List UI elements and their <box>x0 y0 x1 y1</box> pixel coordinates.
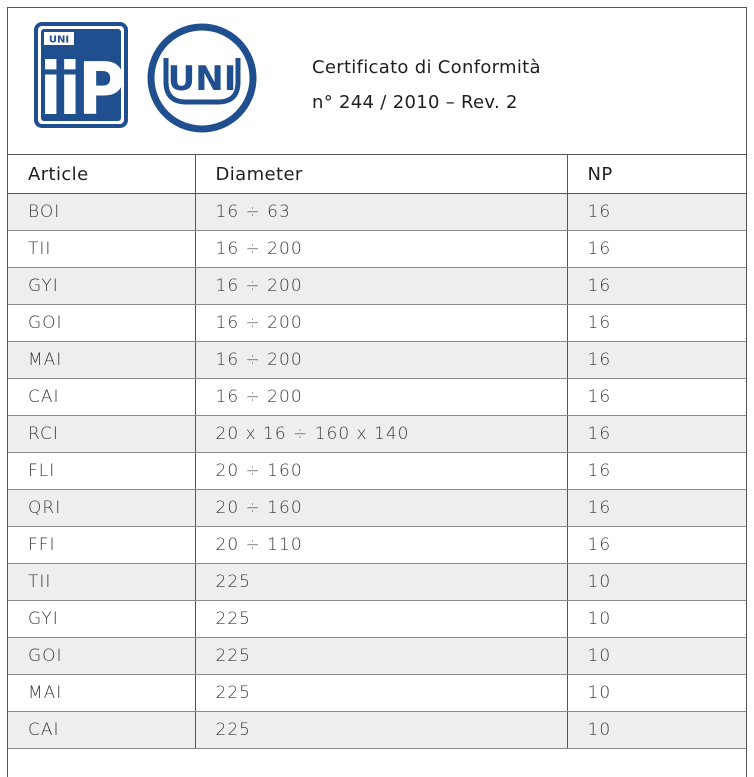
cell-article: GYI <box>8 268 195 305</box>
cell-diameter: 20 ÷ 110 <box>195 527 567 564</box>
cell-np: 16 <box>567 342 746 379</box>
cell-article: MAI <box>8 342 195 379</box>
cell-diameter: 16 ÷ 200 <box>195 231 567 268</box>
certificate-number: n° 244 / 2010 – Rev. 2 <box>312 92 518 113</box>
cell-diameter: 225 <box>195 564 567 601</box>
cell-diameter: 20 x 16 ÷ 160 x 140 <box>195 416 567 453</box>
cell-diameter: 225 <box>195 712 567 749</box>
cell-article: RCI <box>8 416 195 453</box>
cell-diameter: 16 ÷ 63 <box>195 194 567 231</box>
uni-circle-logo <box>146 22 258 134</box>
cell-np: 10 <box>567 675 746 712</box>
column-header-diameter: Diameter <box>195 155 567 194</box>
cell-np: 16 <box>567 231 746 268</box>
cell-diameter: 20 ÷ 160 <box>195 453 567 490</box>
cell-np: 16 <box>567 527 746 564</box>
uni-iip-logo <box>34 22 128 128</box>
column-header-np: NP <box>567 155 746 194</box>
certificate-title: Certificato di Conformità <box>312 57 541 78</box>
cell-article: FFI <box>8 527 195 564</box>
cell-diameter: 225 <box>195 638 567 675</box>
certificate-sheet <box>7 7 747 777</box>
cell-np: 10 <box>567 601 746 638</box>
cell-np: 16 <box>567 379 746 416</box>
logo-iip-text: iiP <box>39 47 123 128</box>
table-row <box>8 342 746 379</box>
table-row <box>8 231 746 268</box>
column-header-article: Article <box>8 155 195 194</box>
cell-diameter: 16 ÷ 200 <box>195 379 567 416</box>
cell-np: 10 <box>567 638 746 675</box>
cell-diameter: 225 <box>195 601 567 638</box>
logo-iip-caption: UNI <box>48 34 70 46</box>
cell-article: TII <box>8 231 195 268</box>
cell-article: CAI <box>8 712 195 749</box>
certificate-header <box>8 8 746 155</box>
table-header-row <box>8 155 746 194</box>
cell-np: 10 <box>567 712 746 749</box>
cell-diameter: 225 <box>195 675 567 712</box>
cell-article: GOI <box>8 638 195 675</box>
table-row <box>8 564 746 601</box>
cell-article: MAI <box>8 675 195 712</box>
cell-article: GYI <box>8 601 195 638</box>
cell-np: 16 <box>567 194 746 231</box>
table-row <box>8 416 746 453</box>
table-row <box>8 194 746 231</box>
table-row <box>8 379 746 416</box>
certificate-info <box>312 50 541 120</box>
logo-uni-text: UNI <box>167 59 237 99</box>
cell-article: FLI <box>8 453 195 490</box>
cell-np: 16 <box>567 453 746 490</box>
cell-article: TII <box>8 564 195 601</box>
cell-article: CAI <box>8 379 195 416</box>
cell-np: 16 <box>567 490 746 527</box>
cell-np: 10 <box>567 564 746 601</box>
table-row <box>8 453 746 490</box>
cell-article: GOI <box>8 305 195 342</box>
cell-diameter: 16 ÷ 200 <box>195 268 567 305</box>
table-row <box>8 675 746 712</box>
cell-diameter: 16 ÷ 200 <box>195 342 567 379</box>
cell-diameter: 16 ÷ 200 <box>195 305 567 342</box>
cell-np: 16 <box>567 268 746 305</box>
table-row <box>8 638 746 675</box>
cell-article: BOI <box>8 194 195 231</box>
cell-np: 16 <box>567 305 746 342</box>
articles-table <box>8 155 746 749</box>
table-row <box>8 527 746 564</box>
table-row <box>8 305 746 342</box>
table-row <box>8 712 746 749</box>
cell-np: 16 <box>567 416 746 453</box>
table-row <box>8 490 746 527</box>
cell-article: QRI <box>8 490 195 527</box>
table-row <box>8 601 746 638</box>
cell-diameter: 20 ÷ 160 <box>195 490 567 527</box>
table-row <box>8 268 746 305</box>
